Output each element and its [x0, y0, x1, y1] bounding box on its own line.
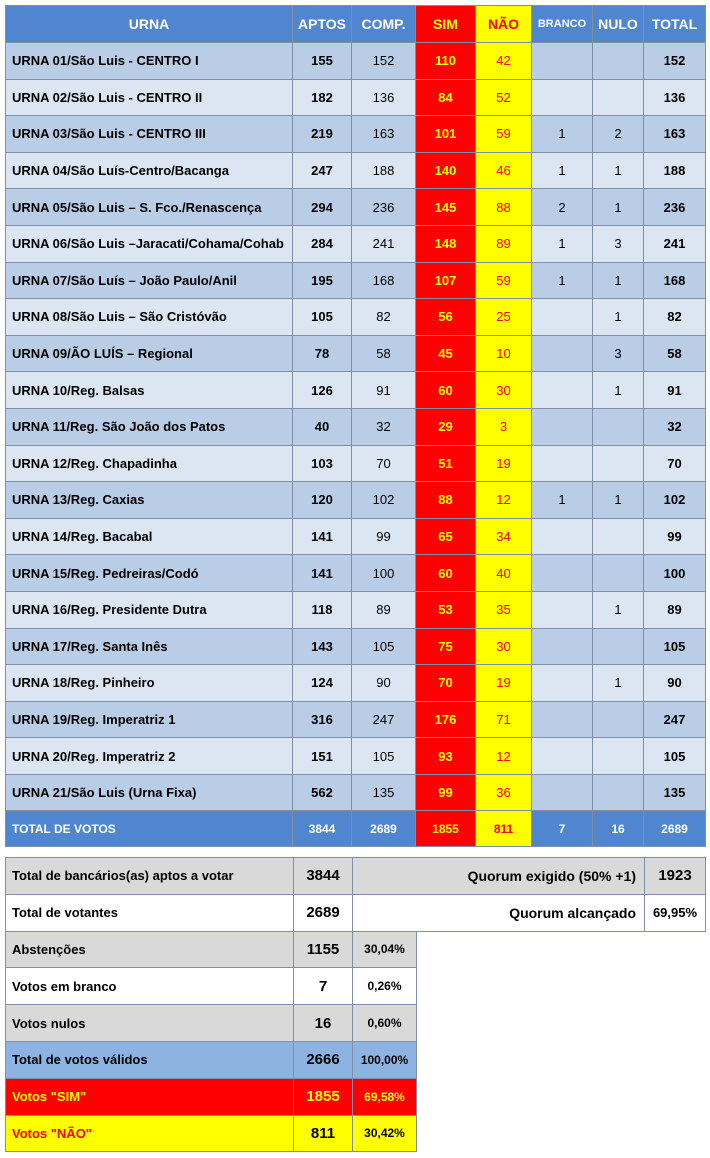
cell-nulo [593, 738, 644, 775]
cell-comp: 105 [352, 738, 416, 775]
cell-sim: 51 [416, 445, 476, 482]
cell-sim: 145 [416, 189, 476, 226]
cell-nulo: 1 [593, 665, 644, 702]
cell-urna: URNA 13/Reg. Caxias [6, 482, 293, 519]
cell-nao: 12 [476, 738, 532, 775]
cell-sim: 93 [416, 738, 476, 775]
quorum-reached-row [353, 894, 706, 931]
table-row [6, 665, 706, 702]
cell-sim: 148 [416, 225, 476, 262]
cell-branco: 1 [532, 262, 593, 299]
cell-total: 91 [644, 372, 706, 409]
table-row [6, 299, 706, 336]
cell-nao: 46 [476, 152, 532, 189]
cell-nao: 3 [476, 408, 532, 445]
header-sim: SIM [416, 6, 476, 43]
cell-nao: 30 [476, 628, 532, 665]
cell-nulo [593, 701, 644, 738]
cell-nao: 88 [476, 189, 532, 226]
cell-branco [532, 43, 593, 80]
cell-sim: 60 [416, 372, 476, 409]
cell-aptos: 294 [293, 189, 352, 226]
cell-nao: 59 [476, 116, 532, 153]
summary-pct: 30,04% [353, 931, 417, 968]
table-row [6, 152, 706, 189]
cell-nao: 89 [476, 225, 532, 262]
summary-label: Votos "NÃO" [6, 1115, 294, 1152]
cell-nao: 12 [476, 482, 532, 519]
header-nulo: NULO [593, 6, 644, 43]
summary-value: 2689 [294, 894, 353, 931]
cell-comp: 82 [352, 299, 416, 336]
cell-nao: 71 [476, 701, 532, 738]
cell-aptos: 143 [293, 628, 352, 665]
cell-branco [532, 408, 593, 445]
cell-nulo: 1 [593, 152, 644, 189]
cell-total: 70 [644, 445, 706, 482]
cell-urna: URNA 15/Reg. Pedreiras/Codó [6, 555, 293, 592]
cell-total: 152 [644, 43, 706, 80]
cell-sim: 45 [416, 335, 476, 372]
cell-nao: 34 [476, 518, 532, 555]
cell-branco [532, 774, 593, 811]
cell-sim: 29 [416, 408, 476, 445]
cell-comp: 58 [352, 335, 416, 372]
cell-aptos: 182 [293, 79, 352, 116]
cell-nao: 59 [476, 262, 532, 299]
cell-sim: 140 [416, 152, 476, 189]
table-row [6, 482, 706, 519]
cell-branco [532, 591, 593, 628]
table-row [6, 555, 706, 592]
cell-nulo: 1 [593, 591, 644, 628]
cell-total: 100 [644, 555, 706, 592]
summary-label: Votos "SIM" [6, 1078, 294, 1115]
cell-branco [532, 372, 593, 409]
cell-nao: 36 [476, 774, 532, 811]
cell-branco: 1 [532, 482, 593, 519]
quorum-required-value: 1923 [645, 858, 706, 895]
totals-comp: 2689 [352, 811, 416, 847]
cell-sim: 99 [416, 774, 476, 811]
totals-aptos: 3844 [293, 811, 352, 847]
totals-nulo: 16 [593, 811, 644, 847]
header-row [6, 6, 706, 43]
cell-urna: URNA 06/São Luis –Jaracati/Cohama/Cohab [6, 225, 293, 262]
cell-total: 99 [644, 518, 706, 555]
summary-value: 2666 [294, 1041, 353, 1078]
cell-aptos: 120 [293, 482, 352, 519]
cell-nao: 30 [476, 372, 532, 409]
cell-urna: URNA 09/ÃO LUÍS – Regional [6, 335, 293, 372]
cell-urna: URNA 19/Reg. Imperatriz 1 [6, 701, 293, 738]
cell-total: 136 [644, 79, 706, 116]
cell-nulo [593, 774, 644, 811]
totals-nao: 811 [476, 811, 532, 847]
cell-comp: 32 [352, 408, 416, 445]
cell-sim: 56 [416, 299, 476, 336]
cell-nulo: 3 [593, 335, 644, 372]
cell-branco [532, 335, 593, 372]
header-branco: BRANCO [532, 6, 593, 43]
cell-nulo [593, 43, 644, 80]
cell-urna: URNA 05/São Luis – S. Fco./Renascença [6, 189, 293, 226]
cell-comp: 163 [352, 116, 416, 153]
cell-nulo: 3 [593, 225, 644, 262]
cell-aptos: 562 [293, 774, 352, 811]
table-row [6, 372, 706, 409]
table-row [6, 335, 706, 372]
cell-total: 188 [644, 152, 706, 189]
cell-aptos: 105 [293, 299, 352, 336]
cell-sim: 65 [416, 518, 476, 555]
cell-nao: 35 [476, 591, 532, 628]
cell-urna: URNA 17/Reg. Santa Inês [6, 628, 293, 665]
header-urna: URNA [6, 6, 293, 43]
summary-pct: 0,60% [353, 1005, 417, 1042]
cell-total: 58 [644, 335, 706, 372]
summary-label: Votos nulos [6, 1005, 294, 1042]
cell-total: 241 [644, 225, 706, 262]
cell-nulo [593, 445, 644, 482]
cell-comp: 90 [352, 665, 416, 702]
table-row [6, 79, 706, 116]
header-aptos: APTOS [293, 6, 352, 43]
table-row [6, 116, 706, 153]
summary-pct: 0,26% [353, 968, 417, 1005]
cell-urna: URNA 20/Reg. Imperatriz 2 [6, 738, 293, 775]
summary-row-sim [6, 1078, 417, 1115]
totals-branco: 7 [532, 811, 593, 847]
quorum-reached-label: Quorum alcançado [353, 894, 645, 931]
summary-label: Votos em branco [6, 968, 294, 1005]
cell-aptos: 124 [293, 665, 352, 702]
cell-total: 247 [644, 701, 706, 738]
cell-branco [532, 628, 593, 665]
cell-aptos: 284 [293, 225, 352, 262]
summary-row-nao [6, 1115, 417, 1152]
cell-branco [532, 555, 593, 592]
table-row [6, 591, 706, 628]
cell-nulo: 2 [593, 116, 644, 153]
cell-comp: 105 [352, 628, 416, 665]
cell-nao: 19 [476, 665, 532, 702]
cell-sim: 101 [416, 116, 476, 153]
cell-total: 89 [644, 591, 706, 628]
cell-aptos: 316 [293, 701, 352, 738]
cell-total: 90 [644, 665, 706, 702]
summary-label: Total de votantes [6, 894, 294, 931]
header-total: TOTAL [644, 6, 706, 43]
quorum-required-row [353, 858, 706, 895]
table-row [6, 518, 706, 555]
cell-nulo [593, 79, 644, 116]
cell-branco: 2 [532, 189, 593, 226]
table-row [6, 774, 706, 811]
cell-sim: 88 [416, 482, 476, 519]
cell-nao: 19 [476, 445, 532, 482]
cell-comp: 236 [352, 189, 416, 226]
cell-branco [532, 518, 593, 555]
quorum-table [352, 857, 706, 932]
cell-comp: 89 [352, 591, 416, 628]
table-row [6, 628, 706, 665]
cell-branco: 1 [532, 116, 593, 153]
cell-total: 102 [644, 482, 706, 519]
cell-urna: URNA 08/São Luis – São Cristóvão [6, 299, 293, 336]
cell-nao: 10 [476, 335, 532, 372]
cell-sim: 53 [416, 591, 476, 628]
cell-nulo: 1 [593, 372, 644, 409]
table-row [6, 225, 706, 262]
cell-urna: URNA 16/Reg. Presidente Dutra [6, 591, 293, 628]
results-table [5, 5, 706, 847]
cell-urna: URNA 01/São Luis - CENTRO I [6, 43, 293, 80]
cell-aptos: 126 [293, 372, 352, 409]
summary-value: 7 [294, 968, 353, 1005]
cell-branco [532, 665, 593, 702]
quorum-required-label: Quorum exigido (50% +1) [353, 858, 645, 895]
table-row [6, 408, 706, 445]
cell-sim: 84 [416, 79, 476, 116]
cell-aptos: 40 [293, 408, 352, 445]
summary-pct: 69,58% [353, 1078, 417, 1115]
table-row [6, 701, 706, 738]
cell-aptos: 118 [293, 591, 352, 628]
header-nao: NÃO [476, 6, 532, 43]
summary-pct: 30,42% [353, 1115, 417, 1152]
cell-aptos: 141 [293, 555, 352, 592]
cell-total: 32 [644, 408, 706, 445]
cell-urna: URNA 03/São Luis - CENTRO III [6, 116, 293, 153]
cell-nulo [593, 408, 644, 445]
table-row [6, 43, 706, 80]
summary-row-validos [6, 1041, 417, 1078]
totals-total: 2689 [644, 811, 706, 847]
table-row [6, 445, 706, 482]
totals-sim: 1855 [416, 811, 476, 847]
cell-branco [532, 445, 593, 482]
summary-pct: 100,00% [353, 1041, 417, 1078]
table-row [6, 262, 706, 299]
table-row [6, 738, 706, 775]
cell-aptos: 219 [293, 116, 352, 153]
totals-label: TOTAL DE VOTOS [6, 811, 293, 847]
summary-row-nulos [6, 1005, 417, 1042]
cell-comp: 70 [352, 445, 416, 482]
cell-urna: URNA 02/São Luis - CENTRO II [6, 79, 293, 116]
cell-urna: URNA 21/São Luis (Urna Fixa) [6, 774, 293, 811]
cell-nulo: 1 [593, 299, 644, 336]
summary-row-abstencoes [6, 931, 417, 968]
cell-total: 82 [644, 299, 706, 336]
cell-nulo [593, 518, 644, 555]
cell-nao: 42 [476, 43, 532, 80]
cell-total: 105 [644, 628, 706, 665]
header-comp: COMP. [352, 6, 416, 43]
cell-aptos: 247 [293, 152, 352, 189]
cell-urna: URNA 14/Reg. Bacabal [6, 518, 293, 555]
summary-value: 16 [294, 1005, 353, 1042]
summary-value: 811 [294, 1115, 353, 1152]
cell-nulo: 1 [593, 482, 644, 519]
summary-label: Total de bancários(as) aptos a votar [6, 858, 294, 895]
cell-urna: URNA 12/Reg. Chapadinha [6, 445, 293, 482]
summary-label: Total de votos válidos [6, 1041, 294, 1078]
cell-aptos: 155 [293, 43, 352, 80]
cell-comp: 100 [352, 555, 416, 592]
cell-nulo [593, 628, 644, 665]
cell-total: 163 [644, 116, 706, 153]
cell-total: 236 [644, 189, 706, 226]
cell-sim: 107 [416, 262, 476, 299]
cell-total: 168 [644, 262, 706, 299]
cell-sim: 176 [416, 701, 476, 738]
summary-value: 1855 [294, 1078, 353, 1115]
cell-nulo [593, 555, 644, 592]
cell-comp: 188 [352, 152, 416, 189]
cell-comp: 91 [352, 372, 416, 409]
cell-urna: URNA 18/Reg. Pinheiro [6, 665, 293, 702]
cell-aptos: 195 [293, 262, 352, 299]
cell-sim: 75 [416, 628, 476, 665]
cell-urna: URNA 10/Reg. Balsas [6, 372, 293, 409]
cell-nao: 25 [476, 299, 532, 336]
cell-branco [532, 701, 593, 738]
cell-nao: 40 [476, 555, 532, 592]
cell-branco [532, 299, 593, 336]
cell-comp: 168 [352, 262, 416, 299]
results-body [6, 43, 706, 811]
cell-nao: 52 [476, 79, 532, 116]
summary-label: Abstenções [6, 931, 294, 968]
cell-nulo: 1 [593, 262, 644, 299]
totals-row [6, 811, 706, 847]
summary-value: 1155 [294, 931, 353, 968]
cell-sim: 70 [416, 665, 476, 702]
cell-nulo: 1 [593, 189, 644, 226]
cell-comp: 135 [352, 774, 416, 811]
cell-comp: 241 [352, 225, 416, 262]
cell-urna: URNA 07/São Luís – João Paulo/Anil [6, 262, 293, 299]
cell-aptos: 151 [293, 738, 352, 775]
cell-branco [532, 738, 593, 775]
cell-aptos: 103 [293, 445, 352, 482]
cell-comp: 102 [352, 482, 416, 519]
summary-row-branco [6, 968, 417, 1005]
cell-aptos: 78 [293, 335, 352, 372]
cell-sim: 110 [416, 43, 476, 80]
quorum-reached-value: 69,95% [645, 894, 706, 931]
table-row [6, 189, 706, 226]
cell-branco [532, 79, 593, 116]
cell-urna: URNA 04/São Luís-Centro/Bacanga [6, 152, 293, 189]
cell-comp: 152 [352, 43, 416, 80]
cell-sim: 60 [416, 555, 476, 592]
cell-aptos: 141 [293, 518, 352, 555]
summary-value: 3844 [294, 858, 353, 895]
cell-comp: 99 [352, 518, 416, 555]
cell-total: 105 [644, 738, 706, 775]
cell-comp: 247 [352, 701, 416, 738]
cell-urna: URNA 11/Reg. São João dos Patos [6, 408, 293, 445]
cell-total: 135 [644, 774, 706, 811]
cell-branco: 1 [532, 152, 593, 189]
cell-branco: 1 [532, 225, 593, 262]
cell-comp: 136 [352, 79, 416, 116]
